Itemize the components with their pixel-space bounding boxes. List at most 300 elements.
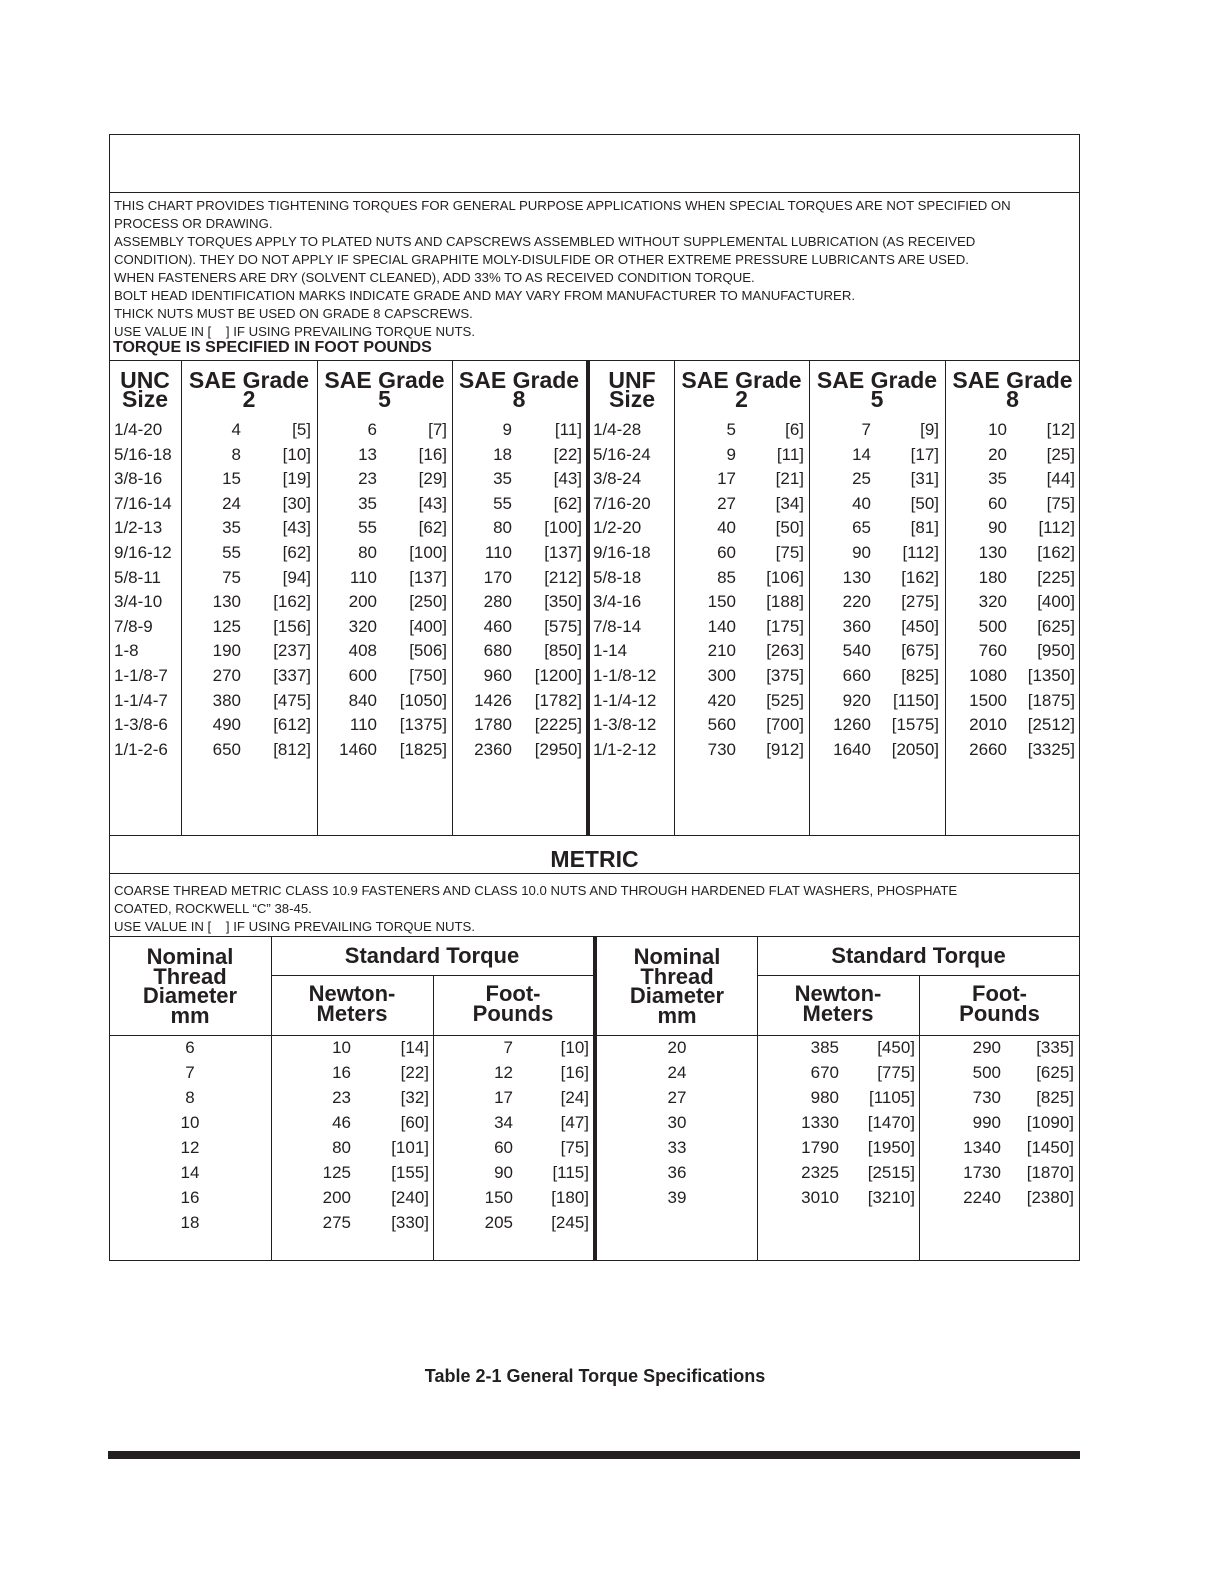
metric-right-cell-foot-pounds-prevailing: [2380] [1026,1188,1074,1207]
note-line: THICK NUTS MUST BE USED ON GRADE 8 CAPSCREWS. [114,306,473,321]
metric-left-cell-diameter: 10 [180,1113,200,1132]
unc-cell-grade5: 408 [348,641,377,661]
unc-cell-grade8-prevailing: [11] [554,420,582,439]
note-line: PROCESS OR DRAWING. [114,216,273,231]
unc-cell-grade8-prevailing: [350] [544,592,582,612]
unf-cell-grade8: 90 [988,518,1007,538]
unc-cell-grade2: 270 [212,666,241,685]
unf-cell-grade2: 60 [717,543,736,562]
unf-cell-grade8: 20 [988,444,1007,464]
metric-note-line: COARSE THREAD METRIC CLASS 10.9 FASTENERS AND CLASS 10.0 NUTS AND THROUGH HARDENED FLAT WASHERS, PHOSPHATE [114,883,958,898]
unc-cell-size: 7/16-14 [114,493,172,513]
metric-left-cell-foot-pounds-prevailing: [24] [560,1088,589,1107]
metric-left-cell-foot-pounds: 150 [484,1188,513,1207]
metric-right-cell-newton-meters: 980 [810,1088,839,1107]
unc-cell-grade2: 55 [222,543,241,562]
metric-right-cell-newton-meters-prevailing: [775] [877,1063,915,1082]
header-unf-size: UNF Size [608,367,656,412]
unc-cell-grade5: 200 [348,592,377,612]
metric-left-cell-diameter: 8 [185,1088,195,1107]
unf-cell-size: 1/4-28 [593,420,642,439]
unc-cell-grade2-prevailing: [43] [282,518,311,538]
unc-cell-grade8: 2360 [474,739,512,759]
unc-cell-grade2-prevailing: [156] [273,616,311,636]
unf-cell-grade5-prevailing: [50] [910,493,939,513]
header-unc-size: UNC Size [120,367,170,412]
header-right-newton-meters: Newton- Meters [794,981,882,1026]
unc-cell-grade2-prevailing: [337] [273,666,311,685]
metric-right-cell-foot-pounds-prevailing: [1090] [1026,1113,1074,1132]
metric-right-cell-diameter: 27 [667,1088,687,1107]
unf-cell-grade5: 65 [852,518,871,538]
unf-cell-grade5: 14 [852,444,871,464]
unc-cell-grade2: 75 [222,567,241,587]
unc-cell-grade2: 8 [231,444,241,464]
unc-cell-grade5: 6 [367,420,377,439]
unf-cell-grade2-prevailing: [700] [766,715,804,735]
note-line: BOLT HEAD IDENTIFICATION MARKS INDICATE GRADE AND MAY VARY FROM MANUFACTURER TO MANUFACTURER. [114,288,856,303]
unf-cell-grade2-prevailing: [106] [766,567,804,587]
metric-left-cell-foot-pounds: 7 [503,1038,513,1057]
unc-cell-grade2-prevailing: [162] [273,592,311,612]
header-unc-grade5: SAE Grade 5 [324,367,445,412]
metric-left-cell-newton-meters: 23 [332,1088,351,1107]
unc-cell-grade8: 55 [493,493,512,513]
unc-cell-grade5-prevailing: [43] [418,493,447,513]
header-unf-grade8: SAE Grade 8 [952,367,1073,412]
metric-left-cell-foot-pounds-prevailing: [115] [552,1163,589,1182]
unc-cell-grade5: 600 [348,666,377,685]
metric-left-cell-foot-pounds: 17 [494,1088,513,1107]
metric-left-cell-newton-meters: 275 [322,1213,351,1232]
metric-left-cell-newton-meters-prevailing: [22] [400,1063,429,1082]
torque-unit-note: TORQUE IS SPECIFIED IN FOOT POUNDS [113,339,432,356]
unf-cell-grade5-prevailing: [162] [901,567,939,587]
unc-cell-grade8-prevailing: [62] [553,493,582,513]
header-unf-grade5: SAE Grade 5 [816,367,938,412]
unc-cell-size: 1-8 [114,641,139,661]
unf-cell-grade2: 730 [707,739,736,759]
unf-cell-grade5-prevailing: [275] [901,592,939,612]
metric-left-cell-diameter: 14 [180,1163,200,1182]
unc-cell-grade8-prevailing: [2950] [534,739,582,759]
unf-cell-grade2-prevailing: [375] [766,666,804,685]
metric-left-cell-diameter: 6 [185,1038,195,1057]
metric-right-cell-foot-pounds: 290 [972,1038,1001,1057]
unf-cell-grade2-prevailing: [525] [766,690,804,710]
unc-cell-size: 5/16-18 [114,444,172,464]
metric-left-cell-foot-pounds: 90 [494,1163,513,1182]
metric-right-cell-newton-meters: 385 [810,1038,839,1057]
unc-cell-grade5-prevailing: [100] [409,543,447,562]
unf-cell-size: 1-3/8-12 [593,715,657,735]
header-left-diameter: Nominal Thread Diameter mm [142,944,238,1028]
unf-cell-grade8: 320 [978,592,1007,612]
metric-right-cell-newton-meters-prevailing: [1470] [867,1113,915,1132]
metric-right-cell-newton-meters-prevailing: [1950] [867,1138,915,1157]
metric-right-cell-foot-pounds-prevailing: [825] [1036,1088,1074,1107]
metric-left-cell-newton-meters-prevailing: [32] [400,1088,429,1107]
unc-cell-size: 1/1-2-6 [114,739,168,759]
unf-cell-grade2: 140 [707,616,736,636]
metric-note-line: USE VALUE IN [ ] IF USING PREVAILING TORQUE NUTS. [114,919,476,934]
unc-cell-grade5: 1460 [339,739,377,759]
unf-cell-grade5: 40 [852,493,871,513]
unf-cell-grade8: 10 [988,420,1007,439]
unf-cell-grade2: 210 [707,641,736,661]
unc-cell-size: 1/2-13 [114,518,163,538]
header-unf-grade2: SAE Grade 2 [681,367,802,412]
unf-cell-grade8: 2660 [969,739,1007,759]
unc-cell-size: 1-1/4-7 [114,690,168,710]
unf-cell-grade5-prevailing: [9] [920,420,939,439]
unc-cell-size: 3/4-10 [114,592,163,612]
unc-cell-grade2-prevailing: [10] [282,444,311,464]
metric-left-cell-foot-pounds: 12 [494,1063,513,1082]
metric-left-cell-newton-meters-prevailing: [240] [391,1188,429,1207]
metric-left-cell-newton-meters-prevailing: [155] [391,1163,429,1182]
metric-right-cell-newton-meters: 1790 [801,1138,839,1157]
unc-cell-grade2-prevailing: [5] [292,420,311,439]
metric-right-cell-foot-pounds: 2240 [963,1188,1001,1207]
metric-title: METRIC [550,846,639,872]
unf-cell-size: 3/4-16 [593,592,642,612]
divider [109,835,1080,836]
unc-cell-size: 1/4-20 [114,420,163,439]
metric-left-cell-newton-meters-prevailing: [60] [400,1113,429,1132]
unf-cell-grade5: 360 [842,616,871,636]
unf-cell-grade5-prevailing: [450] [901,616,939,636]
unc-cell-grade5: 110 [349,715,377,735]
unc-cell-grade5-prevailing: [137] [409,567,447,587]
unf-cell-grade8: 1500 [969,690,1007,710]
metric-left-cell-foot-pounds: 60 [494,1138,513,1157]
unc-cell-grade5-prevailing: [750] [409,666,447,685]
metric-left-cell-diameter: 12 [180,1138,200,1157]
header-right-diameter: Nominal Thread Diameter mm [629,944,725,1028]
metric-right-cell-newton-meters-prevailing: [3210] [867,1188,915,1207]
unc-cell-grade5: 320 [348,616,377,636]
metric-right-cell-diameter: 39 [667,1188,687,1207]
unc-cell-grade5-prevailing: [1825] [399,739,447,759]
unf-cell-size: 1/1-2-12 [593,739,657,759]
metric-note-line: COATED, ROCKWELL “C” 38-45. [114,901,312,916]
header-left-foot-pounds: Foot- Pounds [472,981,554,1026]
unc-cell-grade8: 960 [483,666,512,685]
unc-cell-grade8: 170 [483,567,512,587]
unf-cell-size: 7/8-14 [593,616,642,636]
unc-cell-grade8-prevailing: [43] [553,469,582,489]
unf-cell-size: 3/8-24 [593,469,642,489]
metric-right-cell-foot-pounds-prevailing: [1870] [1026,1163,1074,1182]
unf-cell-grade5: 920 [842,690,871,710]
unc-cell-grade8-prevailing: [1200] [534,666,582,685]
note-line: THIS CHART PROVIDES TIGHTENING TORQUES FOR GENERAL PURPOSE APPLICATIONS WHEN SPECIAL TORQUES ARE NOT SPECIFIED ON [114,198,1011,213]
section-divider [586,360,590,835]
unf-cell-grade8-prevailing: [950] [1037,641,1075,661]
unf-cell-grade8-prevailing: [25] [1046,444,1075,464]
metric-left-cell-newton-meters: 10 [332,1038,351,1057]
unf-cell-grade8-prevailing: [3325] [1027,739,1075,759]
metric-left-cell-newton-meters-prevailing: [330] [391,1213,429,1232]
metric-left-cell-newton-meters-prevailing: [101] [391,1138,429,1157]
unf-cell-grade2: 560 [707,715,736,735]
unc-cell-grade8-prevailing: [850] [544,641,582,661]
unf-cell-grade5-prevailing: [675] [901,641,939,661]
metric-right-cell-diameter: 30 [667,1113,687,1132]
unf-cell-size: 5/8-18 [593,567,642,587]
unc-cell-grade8: 1780 [474,715,512,735]
metric-right-cell-foot-pounds: 990 [972,1113,1001,1132]
unf-cell-grade8-prevailing: [225] [1037,567,1075,587]
unf-cell-grade8-prevailing: [112] [1038,518,1075,538]
metric-right-cell-newton-meters: 2325 [801,1163,839,1182]
metric-left-cell-newton-meters: 80 [332,1138,351,1157]
metric-right-cell-newton-meters: 1330 [801,1113,839,1132]
unf-cell-grade8-prevailing: [1350] [1027,666,1075,685]
unc-cell-grade8-prevailing: [22] [553,444,582,464]
unf-cell-grade8: 2010 [969,715,1007,735]
unf-cell-grade2-prevailing: [11] [776,444,804,464]
unc-cell-grade8: 35 [493,469,512,489]
unc-cell-grade2-prevailing: [30] [282,493,311,513]
unf-cell-grade8: 60 [988,493,1007,513]
metric-left-cell-foot-pounds-prevailing: [47] [560,1113,589,1132]
unc-cell-size: 1-1/8-7 [114,666,168,685]
unf-cell-size: 7/16-20 [593,493,651,513]
unc-cell-grade8: 110 [484,543,512,562]
unc-cell-grade2: 125 [212,616,241,636]
unf-cell-grade5: 1260 [833,715,871,735]
unf-cell-grade8: 1080 [969,666,1007,685]
unc-cell-size: 9/16-12 [114,543,172,562]
metric-left-cell-newton-meters: 125 [322,1163,351,1182]
metric-left-cell-newton-meters: 200 [322,1188,351,1207]
metric-right-cell-newton-meters-prevailing: [1105] [868,1088,915,1107]
unf-cell-grade2: 85 [717,567,736,587]
metric-right-cell-newton-meters-prevailing: [450] [877,1038,915,1057]
metric-left-cell-newton-meters: 16 [332,1063,351,1082]
unc-cell-grade2: 130 [212,592,241,612]
metric-right-cell-foot-pounds: 730 [972,1088,1001,1107]
unf-cell-grade5: 540 [842,641,871,661]
metric-right-cell-diameter: 24 [667,1063,687,1082]
unf-cell-size: 1-1/8-12 [593,666,657,685]
unc-cell-grade5-prevailing: [29] [418,469,447,489]
unf-cell-grade5: 25 [852,469,871,489]
unc-cell-grade2: 190 [212,641,241,661]
header-left-standard-torque: Standard Torque [344,943,520,968]
unf-cell-size: 1/2-20 [593,518,642,538]
unf-cell-size: 1-1/4-12 [593,690,657,710]
metric-right-cell-newton-meters-prevailing: [2515] [867,1163,915,1182]
unf-cell-grade2: 27 [717,493,736,513]
unc-cell-grade5: 840 [348,690,377,710]
unf-cell-grade2: 9 [726,444,736,464]
header-right-standard-torque: Standard Torque [831,943,1006,968]
metric-left-cell-foot-pounds-prevailing: [180] [551,1188,589,1207]
unc-cell-grade5: 35 [358,493,377,513]
unf-cell-grade5-prevailing: [31] [910,469,939,489]
unc-cell-grade2: 380 [212,690,241,710]
unc-cell-size: 7/8-9 [114,616,153,636]
unf-cell-grade2: 150 [707,592,736,612]
metric-left-cell-foot-pounds-prevailing: [75] [560,1138,589,1157]
footer-rule [108,1451,1080,1459]
unc-cell-grade5-prevailing: [62] [418,518,447,538]
unc-cell-grade5-prevailing: [1050] [399,690,447,710]
unf-cell-grade2-prevailing: [188] [766,592,804,612]
metric-right-cell-foot-pounds-prevailing: [335] [1036,1038,1074,1057]
unc-cell-grade5-prevailing: [16] [418,444,447,464]
metric-right-cell-newton-meters: 670 [810,1063,839,1082]
unc-cell-grade2: 650 [212,739,241,759]
unc-cell-grade5: 13 [358,444,377,464]
unc-cell-grade5: 55 [358,518,377,538]
divider [109,873,1080,874]
metric-right-cell-diameter: 36 [667,1163,687,1182]
unf-cell-grade2: 17 [717,469,736,489]
unc-cell-grade8-prevailing: [100] [544,518,582,538]
unc-cell-grade8-prevailing: [212] [544,567,582,587]
unc-cell-grade2-prevailing: [812] [273,739,311,759]
unf-cell-grade2-prevailing: [75] [775,543,804,562]
note-line: WHEN FASTENERS ARE DRY (SOLVENT CLEANED), ADD 33% TO AS RECEIVED CONDITION TORQUE. [114,270,755,285]
unf-cell-grade5: 1640 [833,739,871,759]
unc-cell-grade8-prevailing: [2225] [534,715,582,735]
unf-cell-grade5: 90 [852,543,871,562]
unf-cell-grade8: 180 [978,567,1007,587]
note-line: ASSEMBLY TORQUES APPLY TO PLATED NUTS AND CAPSCREWS ASSEMBLED WITHOUT SUPPLEMENTAL LUBRICATION (AS RECEIVED [114,234,976,249]
unc-cell-grade5: 110 [349,567,377,587]
unc-cell-grade2-prevailing: [19] [282,469,311,489]
divider [109,192,1080,193]
unc-cell-grade8-prevailing: [1782] [534,690,582,710]
unf-cell-grade5-prevailing: [112] [902,543,939,562]
unc-cell-size: 5/8-11 [114,567,161,587]
unf-cell-grade8-prevailing: [162] [1037,543,1075,562]
unc-cell-grade2-prevailing: [475] [273,690,311,710]
unf-cell-grade2-prevailing: [50] [775,518,804,538]
unf-cell-grade2-prevailing: [263] [766,641,804,661]
metric-left-cell-foot-pounds: 205 [484,1213,513,1232]
divider [109,360,1080,361]
unf-cell-grade5-prevailing: [1150] [892,690,939,710]
header-unc-grade2: SAE Grade 2 [188,367,310,412]
metric-left-cell-newton-meters: 46 [332,1113,351,1132]
metric-right-cell-foot-pounds: 1730 [963,1163,1001,1182]
unc-cell-grade5: 80 [358,543,377,562]
unf-cell-grade2-prevailing: [912] [766,739,804,759]
unf-cell-grade5: 220 [842,592,871,612]
unf-cell-grade2: 5 [726,420,736,439]
unc-cell-grade2: 24 [222,493,241,513]
unf-cell-grade2: 40 [717,518,736,538]
unc-cell-grade5: 23 [358,469,377,489]
unc-cell-grade2: 15 [222,469,241,489]
unc-cell-grade5-prevailing: [400] [409,616,447,636]
metric-right-cell-foot-pounds: 1340 [963,1138,1001,1157]
unc-cell-grade8: 80 [493,518,512,538]
unf-cell-size: 5/16-24 [593,444,651,464]
unc-cell-grade8: 1426 [474,690,512,710]
unf-cell-grade8-prevailing: [1875] [1027,690,1075,710]
unc-cell-grade5-prevailing: [1375] [399,715,447,735]
unf-cell-grade8-prevailing: [44] [1046,469,1075,489]
unf-cell-grade8-prevailing: [75] [1046,493,1075,513]
metric-right-cell-foot-pounds-prevailing: [1450] [1026,1138,1074,1157]
unf-cell-grade8: 35 [988,469,1007,489]
unc-cell-grade5-prevailing: [506] [409,641,447,661]
unc-cell-grade5-prevailing: [7] [428,420,447,439]
note-line: USE VALUE IN [ ] IF USING PREVAILING TORQUE NUTS. [114,324,476,339]
metric-left-cell-foot-pounds: 34 [494,1113,513,1132]
unf-cell-grade8-prevailing: [400] [1037,592,1075,612]
unf-cell-grade5: 660 [842,666,871,685]
metric-left-cell-foot-pounds-prevailing: [16] [560,1063,589,1082]
unf-cell-grade5: 7 [861,420,871,439]
unc-cell-grade8: 280 [483,592,512,612]
metric-right-cell-foot-pounds-prevailing: [625] [1036,1063,1074,1082]
unf-cell-grade5-prevailing: [1575] [891,715,939,735]
unc-cell-grade8: 460 [483,616,512,636]
unf-cell-grade5-prevailing: [825] [901,666,939,685]
unf-cell-grade2: 300 [707,666,736,685]
unc-cell-grade5-prevailing: [250] [409,592,447,612]
unf-cell-grade8: 760 [978,641,1007,661]
header-unc-grade8: SAE Grade 8 [458,367,580,412]
unf-cell-grade2: 420 [707,690,736,710]
note-line: CONDITION). THEY DO NOT APPLY IF SPECIAL GRAPHITE MOLY-DISULFIDE OR OTHER EXTREME PRESSURE LUBRICANTS ARE USED. [114,252,969,267]
unf-cell-grade8: 130 [978,543,1007,562]
unf-cell-size: 9/16-18 [593,543,651,562]
unf-cell-grade5-prevailing: [17] [910,444,939,464]
unf-cell-grade8-prevailing: [12] [1046,420,1075,439]
metric-left-cell-diameter: 18 [180,1213,200,1232]
header-right-foot-pounds: Foot- Pounds [959,981,1040,1026]
unf-cell-grade5: 130 [842,567,871,587]
unc-cell-grade8-prevailing: [137] [544,543,582,562]
unf-cell-grade2-prevailing: [175] [766,616,804,636]
unc-cell-grade8-prevailing: [575] [544,616,582,636]
unc-cell-grade8: 680 [483,641,512,661]
metric-left-cell-foot-pounds-prevailing: [10] [560,1038,589,1057]
unc-cell-grade8: 18 [493,444,512,464]
unf-cell-grade8-prevailing: [625] [1037,616,1075,636]
unc-cell-grade2-prevailing: [612] [273,715,311,735]
unc-cell-grade2: 4 [231,420,241,439]
metric-right-cell-diameter: 33 [667,1138,687,1157]
unc-cell-grade2: 490 [212,715,241,735]
unc-cell-size: 3/8-16 [114,469,163,489]
unf-cell-size: 1-14 [593,641,628,661]
unf-cell-grade5-prevailing: [81] [910,518,939,538]
header-left-newton-meters: Newton- Meters [308,981,396,1026]
unc-cell-size: 1-3/8-6 [114,715,168,735]
unf-cell-grade5-prevailing: [2050] [891,739,939,759]
metric-left-cell-diameter: 7 [185,1063,195,1082]
unc-cell-grade2-prevailing: [237] [273,641,311,661]
unf-cell-grade8: 500 [978,616,1007,636]
unc-cell-grade8: 9 [502,420,512,439]
metric-right-cell-foot-pounds: 500 [972,1063,1001,1082]
unf-cell-grade2-prevailing: [6] [785,420,804,439]
unc-cell-grade2-prevailing: [94] [282,567,311,587]
unc-cell-grade2: 35 [222,518,241,538]
metric-right-cell-newton-meters: 3010 [801,1188,839,1207]
unc-cell-grade2-prevailing: [62] [282,543,311,562]
unf-cell-grade8-prevailing: [2512] [1027,715,1075,735]
